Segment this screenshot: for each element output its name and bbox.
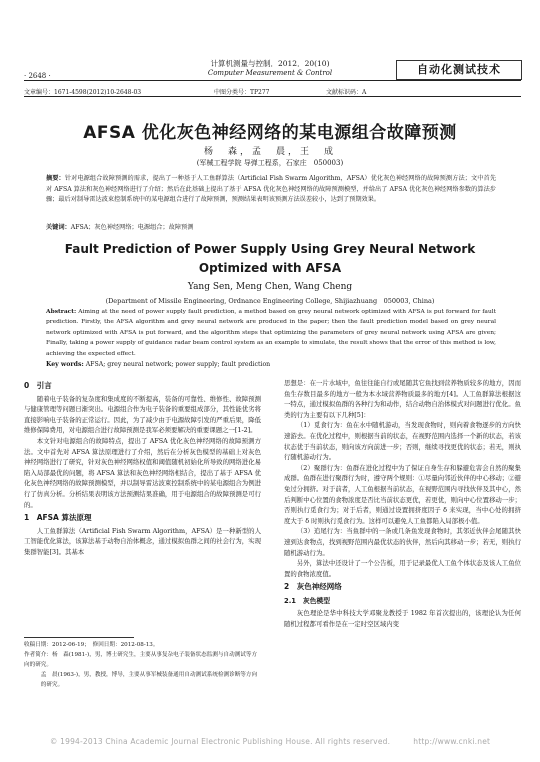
swarming-behavior-paragraph: （2）聚群行为：鱼群在进化过程中为了保证自身生存和躲避危害会自然的聚集成群。鱼群在进行聚群行为时，遵守两个规则：①尽量向邻近伙伴的中心移动；②避免过分拥挤。对于前者，人工鱼根据当前状态，在视野范围内寻找伙伴及其中心，然后判断中心位置的食物浓度是否比当前状态更优，若更优，则向中心位置移动一步；否则执行觅食行为；对于后者，则通过设置拥挤度因子 δ 来实现，当中心处的拥挤度大于 δ 时则执行觅食行为。这样可以避免人工鱼都陷入局部极小值。 xyxy=(284,463,521,525)
keywords-en-text: AFSA; grey neural network; power supply; fault prediction xyxy=(85,361,271,368)
footnote-rule xyxy=(24,637,134,638)
abstract-cn-label: 摘要： xyxy=(46,175,65,182)
keywords-en xyxy=(46,360,496,371)
section-2-heading: 2 灰色神经网络 xyxy=(284,582,342,592)
authors-cn: 杨 森，孟 晨，王 成 xyxy=(203,147,336,157)
footnote-received: 收稿日期：2012-06-19； 修回日期：2012-08-13。 xyxy=(24,642,159,648)
intro-paragraph-1: 随着电子装备的复杂度和集成度的不断提高，装备的可靠性、维修性、故障预测与健康管理等问题日渐突出。电源组合作为电子装备的重要组成部分，其性能优劣将直接影响电子装备的正常运行。因此，为了减少由于电源故障引发的严重后果，降低维修保障费用，对电源组合进行故障预测是我军必须要解决的重要课题之一[1-2]。 xyxy=(24,394,261,435)
keywords-cn xyxy=(46,223,496,234)
document-code: 文献标识码：A xyxy=(326,89,367,96)
abstract-en xyxy=(46,307,496,359)
authors-en: Yang Sen, Meng Chen, Wang Cheng xyxy=(187,282,353,292)
affiliation-en: (Department of Missile Engineering, Ordnance Engineering College, Shijiazhuang 050003, China) xyxy=(105,297,435,305)
bulletin-board-paragraph: 另外，算法中还设计了一个公告板，用于记录最优人工鱼个体状态及该人工鱼位置的食物浓度值。 xyxy=(284,559,521,578)
abstract-en-label: Abstract: xyxy=(46,308,77,315)
affiliation-cn: (军械工程学院 导弹工程系，石家庄 050003) xyxy=(196,159,344,167)
paper-title-en xyxy=(30,240,510,278)
abstract-cn-text: 针对电源组合故障预测的需求，提出了一种基于人工鱼群算法（Artificial Fish Swarm Algorithm，AFSA）优化灰色神经网络的故障预测方法；文中首先对 AFSA 算法和灰色神经网络进行了介绍；然后在此基础上提出了基于 AFSA 优化灰色神经网络的故障预测模型，并给出了 AFSA 优化灰色神经网络参数的算法步骤；最后对制导雷达波束控制系统中的某电源组合进行了故障预测，预测结果表明该预测方法误差较小，达到了预期效果。 xyxy=(46,175,497,203)
section-1-heading: 1 AFSA 算法原理 xyxy=(24,513,92,523)
right-column xyxy=(284,378,521,630)
header-rule xyxy=(24,80,521,81)
intro-paragraph-2: 本文针对电源组合的故障特点，提出了 AFSA 优化灰色神经网络的故障预测方法。文中首先对 AFSA 算法原理进行了介绍，然后在分析灰色模型的基础上对灰色神经网络进行了研究，针对灰色神经网络权值和阈值随机初始化所导致的网络进化易陷入局部最优的问题，将 AFSA 算法和灰色神经网络相结合，提出了基于 AFSA 优化灰色神经网络的故障预测模型，并以制导雷达波束控制系统中的某电源组合为例进行了仿真分析。分析结果表明该方法预测结果准确，用于电源组合的故障预测是可行的。 xyxy=(24,436,261,509)
journal-name-en: Computer Measurement & Control xyxy=(207,69,333,77)
foraging-behavior-paragraph: （1）觅食行为：鱼在水中随机游动，当发现食物时，则向着食物逐步的方向快速游去。在优化过程中，则根据当前的状态，在视野范围内选择一个新的状态，若该状态优于当前状态，则向该方向前进一步；否则，继续寻找更优的状态；若无，则执行随机游动行为。 xyxy=(284,421,521,462)
grey-model-paragraph: 灰色理论是华中科技大学邓聚龙教授于 1982 年首次提出的，该理论认为任何随机过程都可看作是在一定时空区域内变 xyxy=(284,609,521,629)
clc-number: 中图分类号：TP277 xyxy=(214,89,270,96)
paper-title-en-line1: Fault Prediction of Power Supply Using Grey Neural Network xyxy=(64,242,476,256)
afsa-paragraph-1: 人工鱼群算法（Artificial Fish Swarm Algorithm，AFSA）是一种新型的人工智能优化算法，该算法基于动物自治体概念，通过模拟鱼群之间的社会行为，实现集群智能[3]。其基本 xyxy=(24,526,261,556)
keywords-en-label: Key words: xyxy=(46,361,84,368)
abstract-cn xyxy=(46,174,496,206)
following-behavior-paragraph: （3）追尾行为：当鱼群中的一条或几条鱼发现食物时，其邻近伙伴会尾随其快速到达食物点，找到视野范围内最优状态的伙伴，然后向其移动一步；若无，则执行随机游动行为。 xyxy=(284,527,521,557)
page-number: · 2648 · xyxy=(24,72,51,80)
paper-title-cn: AFSA 优化灰色神经网络的某电源组合故障预测 xyxy=(83,123,457,143)
copyright-notice: © 1994-2013 China Academic Journal Electronic Publishing House. All rights reserved. http://www.cnki.net xyxy=(49,737,491,746)
article-number: 文章编号：1671-4598(2012)10-2648-03 xyxy=(24,89,142,96)
meta-rule xyxy=(24,96,521,97)
footnote-author-1: 作者简介：杨 森(1981-)，男，博士研究生，主要从事复杂电子装备状态监测与自动测试等方向的研究。 xyxy=(24,652,258,668)
keywords-cn-text: AFSA；灰色神经网络；电源组合；故障预测 xyxy=(70,224,194,231)
paper-title-en-line2: Optimized with AFSA xyxy=(198,261,342,275)
afsa-paragraph-2: 思想是：在一片水域中，鱼往往能自行或尾随其它鱼找到营养物质较多的地方，因而鱼生存数目最多的地方一般为本水域营养物质最多的地方[4]。人工鱼群算法根据这一特点，通过模拟鱼群的各种行为和动作，结合动物自治体模式对问题进行优化。鱼类的行为主要有以下几种[5]： xyxy=(284,379,521,419)
section-0-heading: 0 引言 xyxy=(24,381,52,390)
footnote-author-2: 孟 晨(1963-)，男，教授，博导，主要从事军械装备通用自动测试系统检测诊断等方向的研究。 xyxy=(40,672,258,688)
left-column xyxy=(24,378,261,558)
keywords-cn-label: 关键词： xyxy=(46,224,71,231)
abstract-en-text: Aiming at the need of power supply fault prediction, a method based on grey neural network optimized with AFSA is put forward for fault prediction. Firstly, the AFSA algorithm and grey neural network are produced in the paper; then the fault prediction model based on grey neural network optimized with AFSA is put forward, and the algorithm steps that optimizing the parameters of grey neural network using AFSA are given; Finally, taking a power supply of guidance radar beam control system as an example to simulate, the result shows that the error of this method is low, achieving the expected effect. xyxy=(46,309,496,357)
column-title-box: 自动化测试技术 xyxy=(396,60,522,80)
journal-name-cn: 计算机测量与控制．2012．20(10) xyxy=(210,59,330,68)
footnotes xyxy=(24,640,261,690)
section-2-1-heading: 2.1 灰色模型 xyxy=(284,596,331,605)
